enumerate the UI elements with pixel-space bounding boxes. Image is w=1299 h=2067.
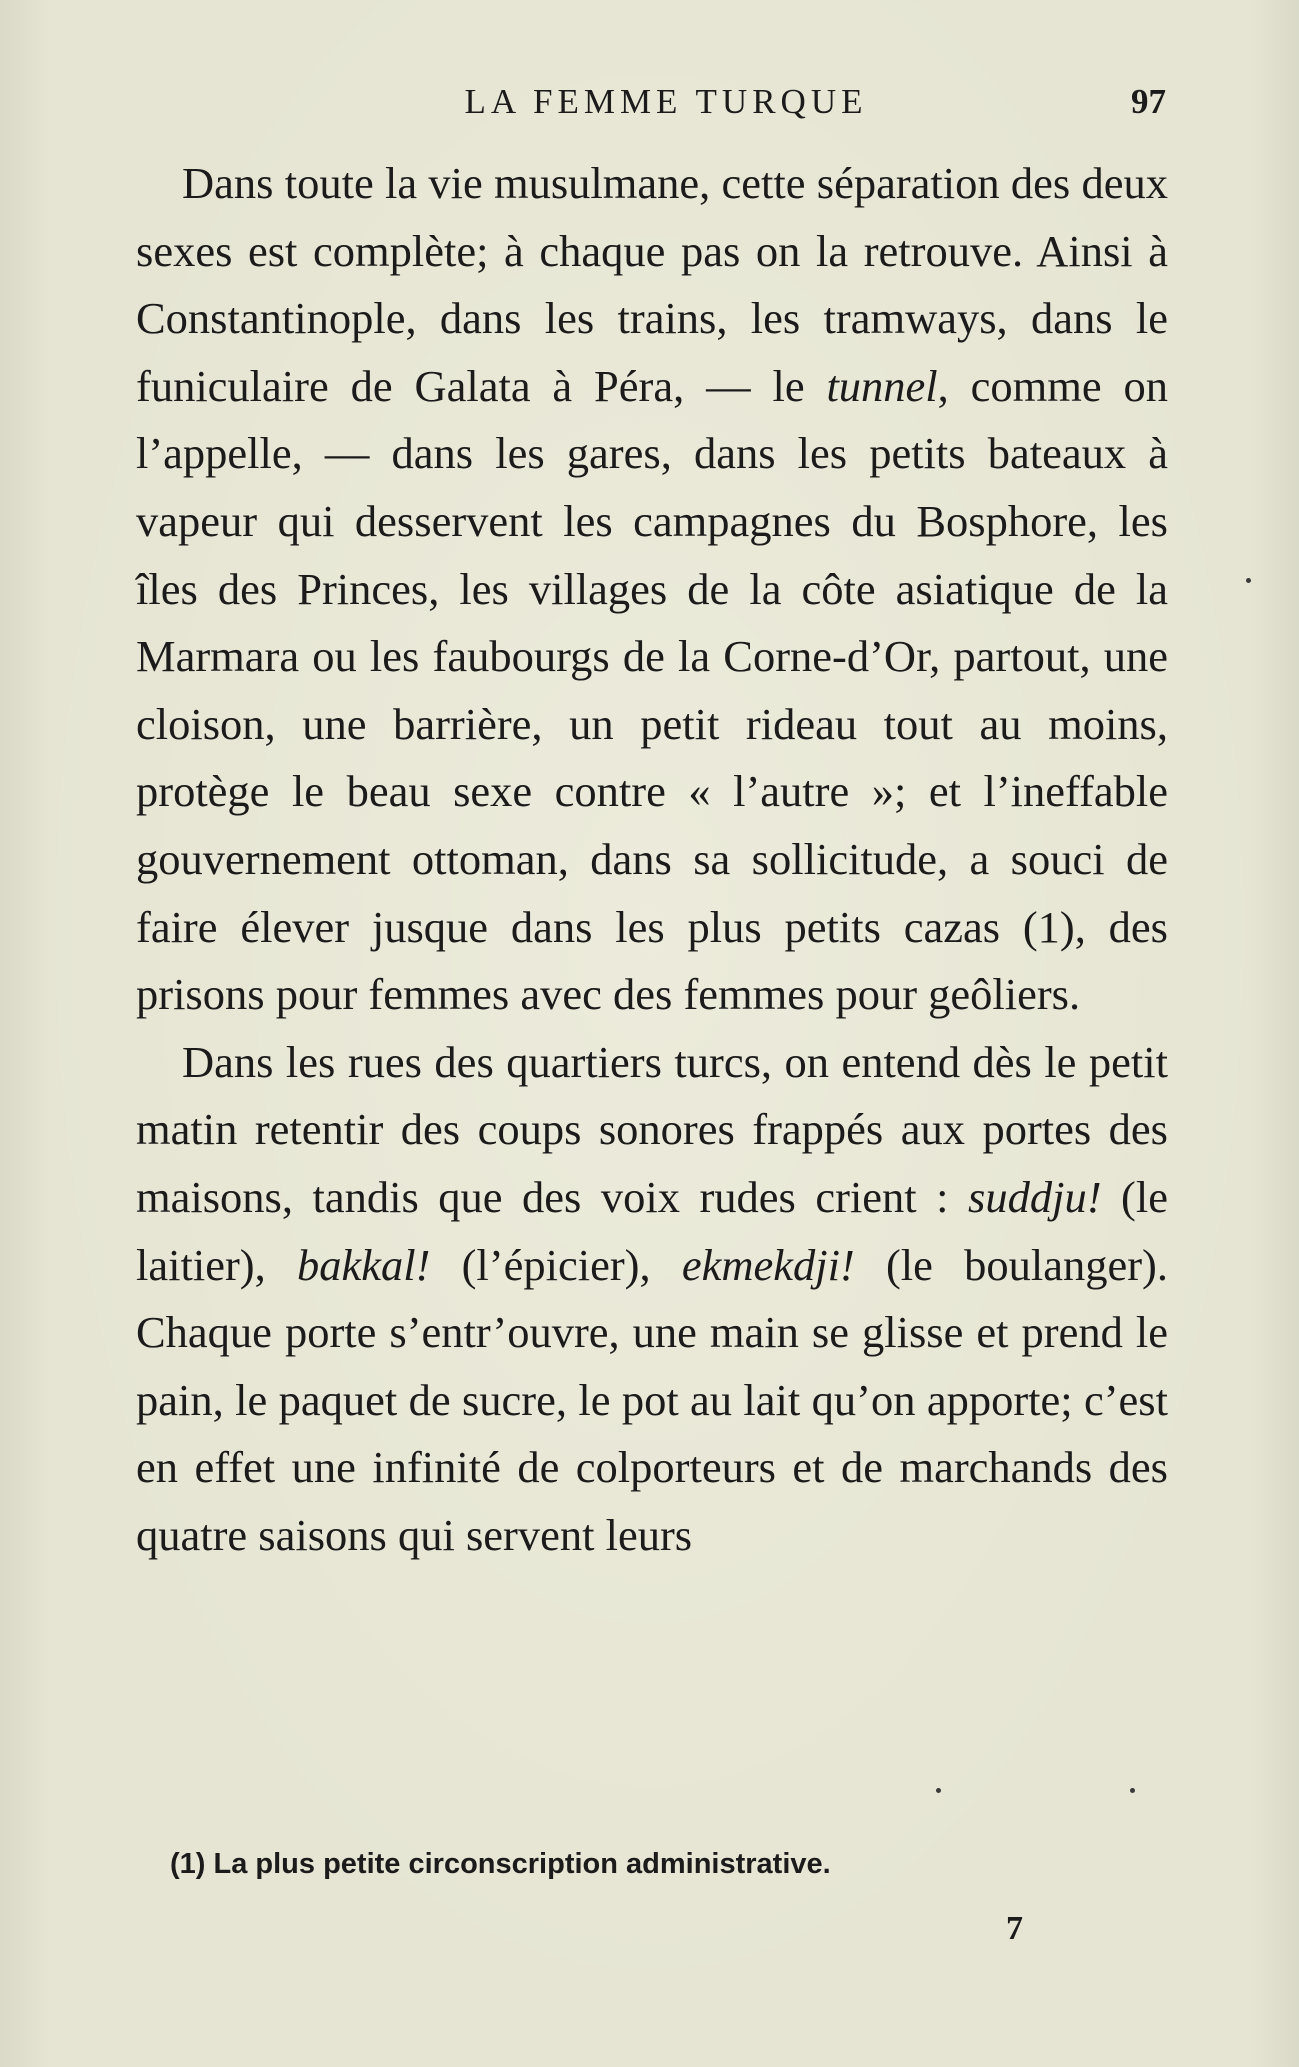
paragraph [136, 1029, 1168, 1570]
page-number: 97 [1131, 82, 1166, 121]
footnote: (1) La plus petite circonscription administrative. [170, 1848, 831, 1880]
text-segment: Dans toute la vie musulmane, cette séparation des deux sexes est complète; à chaque pas on la retrouve. Ainsi à Constantinople, dans les trains, les tramways, dans le funiculaire de Galata à Péra, — le [136, 158, 1168, 411]
italic-term: bakkal! [296, 1239, 431, 1290]
text-segment: , comme on l’appelle, — dans les gares, dans les petits bateaux à vapeur qui desservent les campagnes du Bosphore, les îles des Princes, les villages de la côte asiatique de la Marmara ou les faubourgs de la Corne-d’Or, partout, une cloison, une barrière, un petit rideau tout au moins, protège le beau sexe contre « l’autre »; et l’ineffable gouvernement ottoman, dans sa sollicitude, a souci de faire élever jusque dans les plus petits cazas (1), des prisons pour femmes avec des femmes pour geôliers. [136, 360, 1168, 1020]
text-segment: (l’épicier), [430, 1239, 682, 1290]
paper-speck [936, 1788, 941, 1793]
text-segment: (le boulanger). Chaque porte s’entr’ouvre, une main se glisse et prend le pain, le paquet de sucre, le pot au lait qu’on apporte; c’est en effet une infinité de colporteurs et de marchands des quatre saisons qui servent leurs [136, 1239, 1168, 1560]
signature-mark: 7 [1006, 1910, 1023, 1947]
paragraph [136, 150, 1168, 1029]
text-segment: (le laitier), [136, 1171, 1168, 1290]
running-title: LA FEMME TURQUE [464, 82, 868, 121]
italic-term: suddju! [968, 1171, 1102, 1222]
paper-speck [1130, 1788, 1135, 1793]
italic-term: ekmekdji! [681, 1239, 855, 1290]
italic-term: tunnel [826, 360, 938, 411]
page-header [136, 82, 1166, 132]
body-text [136, 150, 1168, 1569]
paper-speck [1246, 578, 1251, 583]
text-segment: Dans les rues des quartiers turcs, on entend dès le petit matin retentir des coups sonores frappés aux portes des maisons, tandis que des voix rudes crient : [136, 1036, 1168, 1222]
